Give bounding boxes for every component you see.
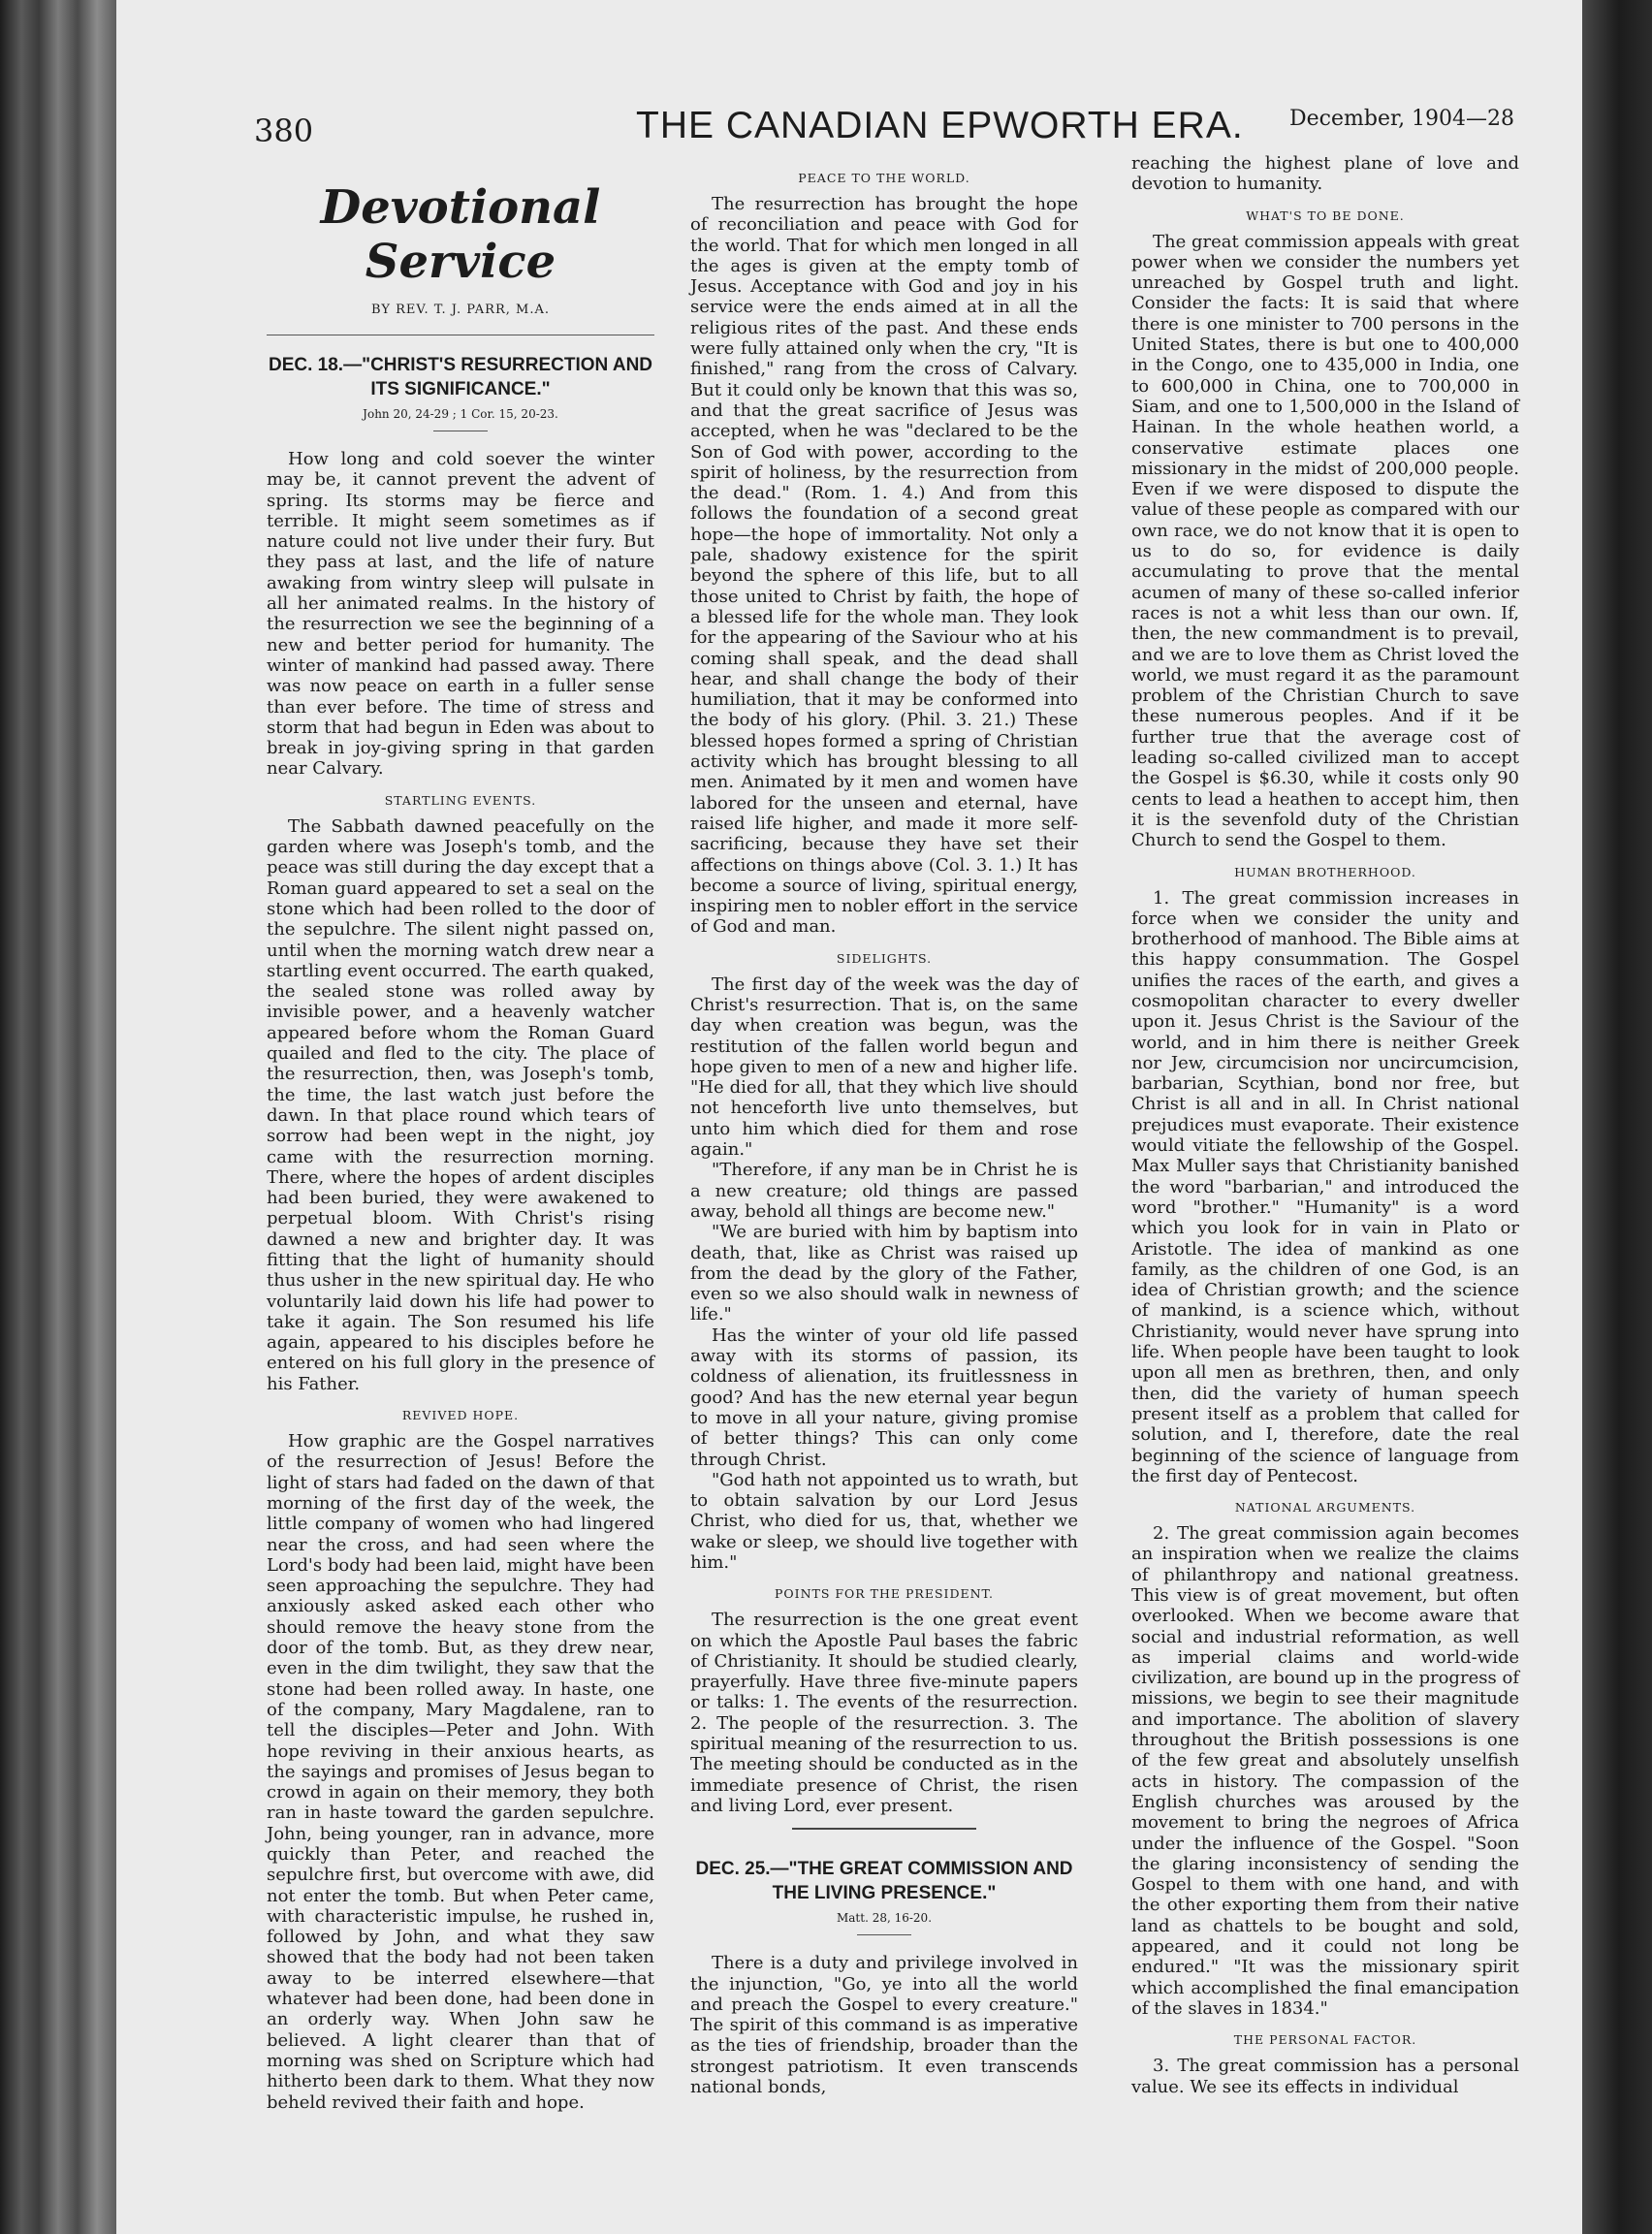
scripture-reference: Matt. 28, 16-20. xyxy=(836,1911,933,1926)
byline: BY REV. T. J. PARR, M.A. xyxy=(371,303,550,317)
column-middle xyxy=(690,171,1078,2097)
paragraph: The great commission appeals with great power when we consider the numbers yet unreached by Gospel truth and light. Consider the facts: It is said that where there is one minister to 700 persons in the United States, there is but one to 400,000 in the Congo, one to 435,000 in India, one to 600,000 in China, one to 700,000 in Siam, and one to 1,500,000 in the Island of Hainan. In the whole heathen world, a conservative estimate places one missionary in the midst of 200,000 people. Even if we were disposed to dispute the value of these people as compared with our own race, we do not know that it is open to us to do so, for evidence is daily accumulating to prove that the mental acumen of many of these so-called inferior races is not a whit less than our own. If, then, the new commandment is to prevail, and we are to love them as Christ loved the world, we must regard it as the paramount problem of the Christian Church to save these numerous peoples. And if it be further true that the average cost of leading so-called civilized man to accept the Gospel is $6.30, while it costs only 90 cents to lead a heathen to accept him, then it is the sevenfold duty of the Christian Church to send the Gospel to them. xyxy=(1131,231,1519,851)
paragraph: The resurrection has brought the hope of reconciliation and peace with God for the world. That for which men longed in all the ages is given at the empty tomb of Jesus. Acceptance with God and joy in his service were the ends aimed at in all the religious rites of the past. And these ends were fully attained only when the cry, "It is finished," rang from the cross of Calvary. But it could only be known that this was so, and that the great sacrifice of Jesus was accepted, when he was "declared to be the Son of God with power, according to the spirit of holiness, by the resurrection from the dead." (Rom. 1. 4.) And from this follows the foundation of a second great hope—the hope of immortality. Not only a pale, shadowy existence for the spirit beyond the sphere of this life, but to all those united to Christ by faith, the hope of a blessed life for the whole man. They look for the appearing of the Saviour who at his coming shall speak, and the dead shall hear, and shall change the body of their humiliation, that it may be conformed into the body of his glory. (Phil. 3. 21.) These blessed hopes formed a spring of Christian activity which has brought blessing to all men. Animated by it men and women have labored for the unseen and eternal, have raised life higher, and made it more self-sacrificing, because they have set their affections on things above (Col. 3. 1.) It has become a source of living, spiritual energy, inspiring men to nobler effort in the service of God and man. xyxy=(690,194,1078,938)
column-left xyxy=(267,180,654,2113)
paragraph-continued: reaching the highest plane of love and devotion to humanity. xyxy=(1131,153,1519,195)
paragraph: 2. The great commission again becomes an inspiration when we realize the claims of philanthropy and national greatness. This view is of great movement, but often overlooked. When we become aware that social and industrial reformation, as well as imperial claims and world-wide civilization, are bound up in the progress of missions, we begin to see their magnitude and importance. The abolition of slavery throughout the British possessions is one of the few great and absolutely unselfish acts in history. The compassion of the English churches was aroused by the movement to bring the negroes of Africa under the influence of the Gospel. "Soon the glaring inconsistency of sending the Gospel to them with one hand, and with the other exporting them from their native land as chattels to be bought and sold, appeared, and it could not long be endured." "It was the missionary spirit which accomplished the final emancipation of the slaves in 1834." xyxy=(1131,1523,1519,2019)
paragraph: How long and cold soever the winter may be, it cannot prevent the advent of spring. Its storms may be fierce and terrible. It might seem sometimes as if nature could not live under their fury. But they pass at last, and the life of nature awaking from wintry sleep will pulsate in all her animated realms. In the history of the resurrection we see the beginning of a new and better period for humanity. The winter of mankind had passed away. There was now peace on earth in a fuller sense than ever before. The time of stress and storm that had begun in Eden was about to break in joy-giving spring in that garden near Calvary. xyxy=(267,449,654,780)
book-binding-edge xyxy=(0,0,116,2234)
paragraph: The first day of the week was the day of Christ's resurrection. That is, on the same day when creation was begun, was the restitution of the fallen world begun and hope given to men of a new and higher life. "He died for all, that they which live should not henceforth live unto themselves, but unto him which died for them and rose again." xyxy=(690,973,1078,1161)
paragraph: "God hath not appointed us to wrath, but to obtain salvation by our Lord Jesus Christ, who died for us, that, whether we wake or sleep, we should live together with him." xyxy=(690,1469,1078,1573)
paragraph: "We are buried with him by baptism into death, that, like as Christ was raised up from the dead by the glory of the Father, even so we also should walk in newness of life." xyxy=(690,1222,1078,1325)
subheading-the-personal-factor: THE PERSONAL FACTOR. xyxy=(1233,2032,1417,2048)
running-title: THE CANADIAN EPWORTH ERA. xyxy=(636,105,1244,146)
paragraph: How graphic are the Gospel narratives of the resurrection of Jesus! Before the light of stars had faded on the dawn of that morning of the first day of the week, the little company of women who had lingered near the cross, and had seen where the Lord's body had been laid, might have been seen approaching the sepulchre. They had anxiously asked asked each other who should remove the heavy stone from the door of the tomb. But, as they drew near, even in the dim twilight, they saw that the stone had been rolled away. In haste, one of the company, Mary Magdalene, ran to tell the disciples—Peter and John. With hope reviving in their anxious hearts, as the sayings and promises of Jesus began to crowd in again on their memory, they both ran in haste toward the garden sepulchre. John, being younger, ran in advance, more quickly than Peter, and reached the sepulchre first, but overcome with awe, did not enter the tomb. But when Peter came, with characteristic impulse, he rushed in, followed by John, and what they saw showed that the body had not been taken away to be interred elsewhere—that whatever had been done, had been done in an orderly way. When John saw he believed. A light clearer than that of morning was shed on Scripture which had hitherto been dark to them. What they now beheld revived their faith and hope. xyxy=(267,1431,654,2113)
paragraph: Has the winter of your old life passed away with its storms of passion, its coldness of alienation, its fruitlessness in good? And has the new eternal year begun to move in all your nature, giving promise of better things? This can only come through Christ. xyxy=(690,1324,1078,1470)
department-title: Devotional Service xyxy=(320,180,601,289)
paragraph: 1. The great commission increases in force when we consider the unity and brotherhood of manhood. The Bible aims at this happy consummation. The Gospel unifies the races of the earth, and gives a cosmopolitan character to every dweller upon it. Jesus Christ is the Saviour of the world, and in him there is neither Greek nor Jew, circumcision nor uncircumcision, barbarian, Scythian, bond nor free, but Christ is all and in all. In Christ national prejudices must evaporate. Their existence would vitiate the fellowship of the Gospel. Max Muller says that Christianity banished the word "barbarian," and introduced the word "brother." "Humanity" is a word which you look for in vain in Plato or Aristotle. The idea of mankind as one family, as the children of one God, is an idea of Christian growth; and the science of mankind, is a science which, without Christianity, would never have sprung into life. When people have been taught to look upon all men as brethren, then, and only then, did the variety of human speech present itself as a problem that called for solution, and I, therefore, date the real beginning of the science of language from the first day of Pentecost. xyxy=(1131,887,1519,1486)
paragraph: The resurrection is the one great event on which the Apostle Paul bases the fabric of Christianity. It should be studied clearly, prayerfully. Have three five-minute papers or talks: 1. The events of the resurrection. 2. The people of the resurrection. 3. The spiritual meaning of the resurrection to us. The meeting should be conducted as in the immediate presence of Christ, the risen and living Lord, ever present. xyxy=(690,1610,1078,1816)
subheading-national-arguments: NATIONAL ARGUMENTS. xyxy=(1234,1500,1416,1516)
issue-date: December, 1904—28 xyxy=(1289,107,1515,131)
subheading-human-brotherhood: HUMAN BROTHERHOOD. xyxy=(1234,864,1416,879)
section-divider xyxy=(792,1828,976,1830)
column-right xyxy=(1131,153,1519,2097)
subheading-points-for-the-president: POINTS FOR THE PRESIDENT. xyxy=(774,1586,995,1602)
paragraph: The Sabbath dawned peacefully on the garden where was Joseph's tomb, and the peace was still during the day except that a Roman guard appeared to set a seal on the stone which had been rolled to the door of the sepulchre. The silent night passed on, until when the morning watch drew near a startling event occurred. The earth quaked, the sealed stone was rolled away by invisible power, and a heavenly watcher appeared before whom the Roman Guard quailed and fled to the city. The place of the resurrection, then, was Joseph's tomb, the time, the last watch just before the dawn. In that place round which tears of sorrow had been wept in the night, joy came with the resurrection morning. There, where the hopes of ardent disciples had been buried, they were awakened to perpetual bloom. With Christ's rising dawned a new and brighter day. It was fitting that the light of humanity should thus usher in the new spiritual day. He who voluntarily laid down his life had power to take it again. The Son resumed his life again, appeared to his disciples before he entered on his full glory in the presence of his Father. xyxy=(267,815,654,1394)
paragraph: 3. The great commission has a personal value. We see its effects in individual xyxy=(1131,2056,1519,2097)
subheading-revived-hope: REVIVED HOPE. xyxy=(401,1408,520,1423)
lesson-heading-dec-18: DEC. 18.—"CHRIST'S RESURRECTION AND ITS SIGNIFICANCE." xyxy=(268,355,653,399)
lesson-heading-dec-25: DEC. 25.—"THE GREAT COMMISSION AND THE LIVING PRESENCE." xyxy=(695,1859,1073,1904)
subheading-peace-to-the-world: PEACE TO THE WORLD. xyxy=(798,171,970,185)
paragraph: "Therefore, if any man be in Christ he is a new creature; old things are passed away, behold all things are become new." xyxy=(690,1160,1078,1222)
subheading-startling-events: STARTLING EVENTS. xyxy=(384,792,537,808)
magazine-page xyxy=(116,0,1582,2234)
next-page-edge xyxy=(1580,0,1652,2234)
short-rule xyxy=(857,1934,911,1935)
subheading-whats-to-be-done: WHAT'S TO BE DONE. xyxy=(1246,207,1405,223)
paragraph: There is a duty and privilege involved in the injunction, "Go, ye into all the world and preach the Gospel to every creature." The spirit of this command is as imperative as the ties of friendship, broader than the strongest patriotism. It even transcends national bonds, xyxy=(690,1953,1078,2098)
page-number: 380 xyxy=(254,112,314,149)
subheading-sidelights: SIDELIGHTS. xyxy=(836,950,933,966)
scripture-reference: John 20, 24-29 ; 1 Cor. 15, 20-23. xyxy=(363,407,558,421)
